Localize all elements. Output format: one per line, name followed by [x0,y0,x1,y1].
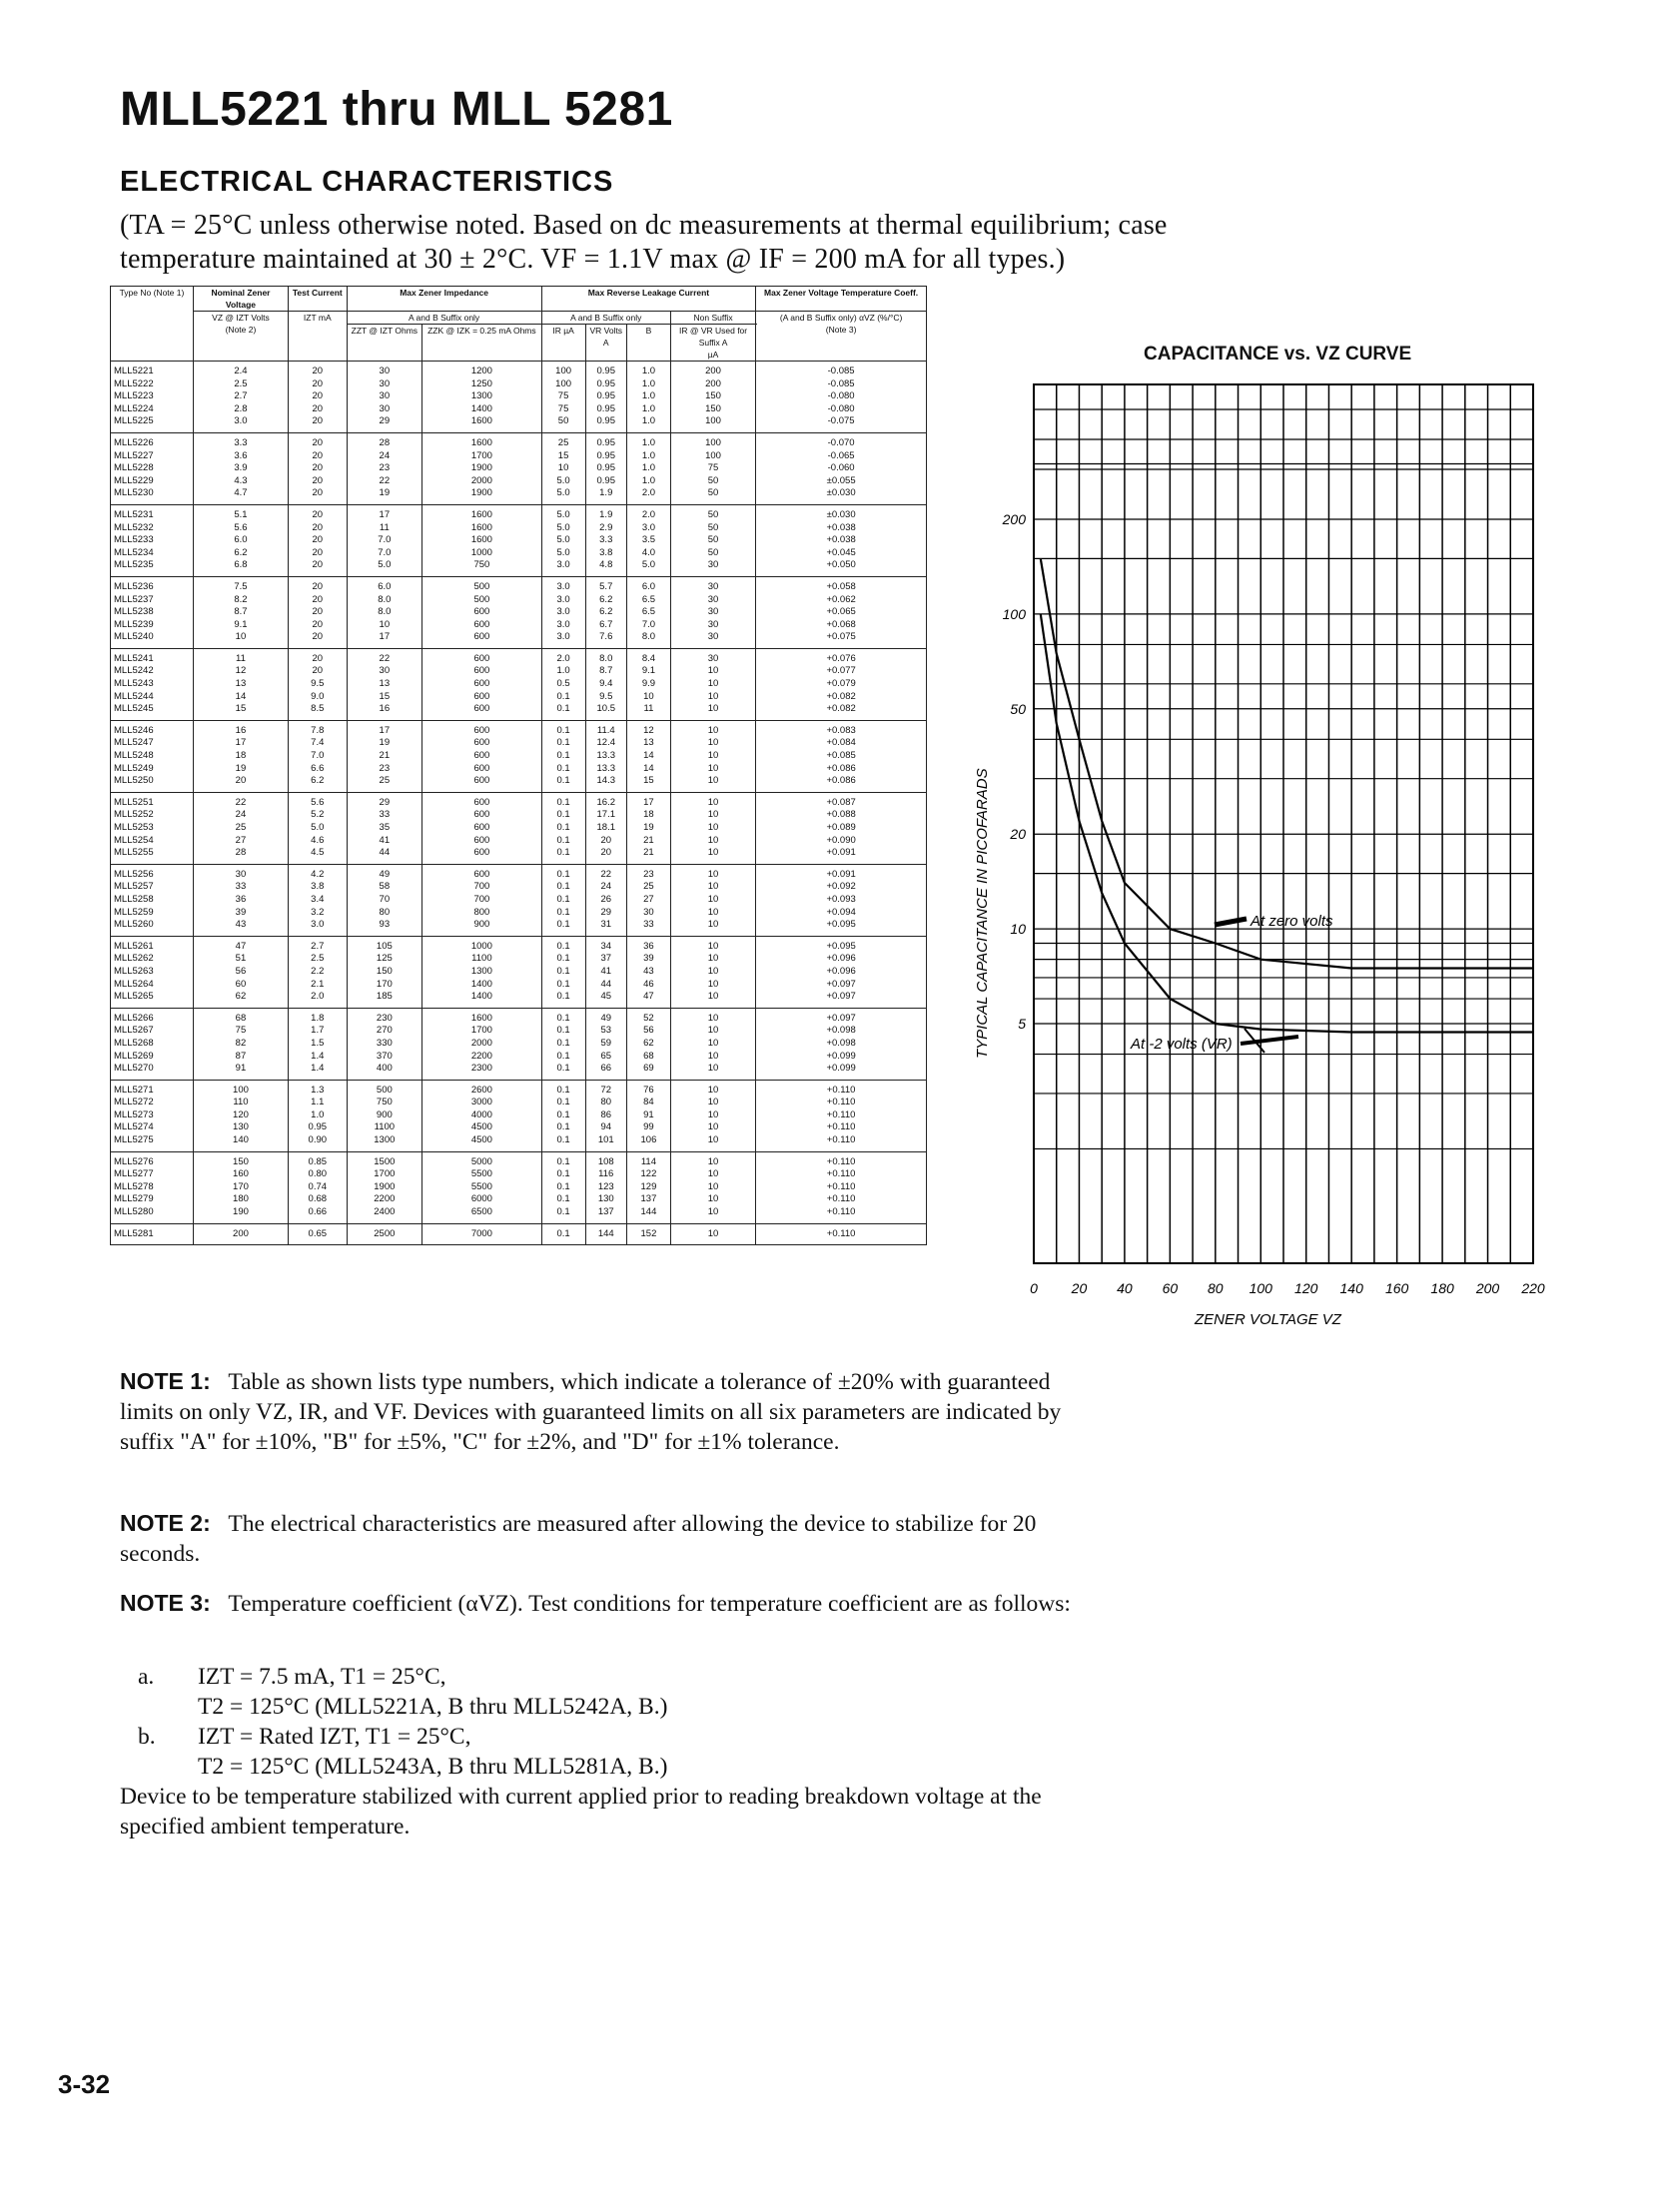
cell-vz: 200 [193,1223,288,1245]
cell-tc: +0.110 +0.110 +0.110 +0.110 +0.110 [756,1151,927,1223]
header-test-current: Test Current [289,287,348,312]
cell-ir: 25 15 10 5.0 5.0 [541,432,585,504]
cell-zzk: 1600 1700 2000 2200 2300 [422,1008,542,1080]
cell-vrb: 152 [626,1223,670,1245]
note-3-a-line2: T2 = 125°C (MLL5221A, B thru MLL5242A, B.) [198,1694,668,1720]
cell-zzk: 2600 3000 4000 4500 4500 [422,1080,542,1151]
cell-ir: 2.0 1.0 0.5 0.1 0.1 [541,648,585,720]
note-3-b-line2: T2 = 125°C (MLL5243A, B thru MLL5281A, B.) [198,1754,668,1780]
cell-tc: +0.097 +0.098 +0.098 +0.099 +0.099 [756,1008,927,1080]
cell-vra: 11.4 12.4 13.3 13.3 14.3 [585,720,626,792]
x-tick-label: 20 [1071,1280,1088,1296]
note-3-tail: Device to be temperature stabilized with current applied prior to reading breakdown voltage at the specified ambient temperature. [120,1784,1042,1840]
capacitance-chart [959,369,1598,1348]
table-row-group [111,648,927,720]
table-row-group [111,1080,927,1151]
note-3: NOTE 3: Temperature coefficient (αVZ). Test conditions for temperature coefficient are as follows: [120,1590,1071,1617]
cell-zzt: 2500 [347,1223,422,1245]
cell-izt: 20 20 9.5 9.0 8.5 [289,648,348,720]
series-line-minus-two-volts [1041,614,1533,1033]
cell-vz: 68 75 82 87 91 [193,1008,288,1080]
note-2: NOTE 2: The electrical characteristics are measured after allowing the device to stabilize for 20 seconds. [120,1510,1037,1567]
cell-izt: 5.6 5.2 5.0 4.6 4.5 [289,792,348,864]
cell-vz: 3.3 3.6 3.9 4.3 4.7 [193,432,288,504]
cell-zzt: 6.0 8.0 8.0 10 17 [347,576,422,648]
cell-irn: 10 10 10 10 10 [670,1008,755,1080]
header-vz: VZ @ IZT Volts (Note 2) [193,312,288,362]
cell-tc: +0.110 +0.110 +0.110 +0.110 +0.110 [756,1080,927,1151]
header-vr-b: B [626,325,670,362]
cell-type: MLL5251 MLL5252 MLL5253 MLL5254 MLL5255 [111,792,194,864]
cell-vra: 49 53 59 65 66 [585,1008,626,1080]
cell-vz: 47 51 56 60 62 [193,936,288,1008]
conditions-line-2: temperature maintained at 30 ± 2°C. VF = 1.1V max @ IF = 200 mA for all types.) [120,244,1066,275]
cell-type: MLL5221 MLL5222 MLL5223 MLL5224 MLL5225 [111,362,194,433]
header-max-tc: Max Zener Voltage Temperature Coeff. [756,287,927,312]
table-row-group [111,1223,927,1245]
cell-vra: 108 116 123 130 137 [585,1151,626,1223]
cell-izt: 1.3 1.1 1.0 0.95 0.90 [289,1080,348,1151]
chart-y-label: TYPICAL CAPACITANCE IN PICOFARADS [974,768,991,1059]
header-zzk: ZZK @ IZK = 0.25 mA Ohms [422,325,542,362]
cell-ir: 0.1 0.1 0.1 0.1 0.1 [541,1151,585,1223]
cell-izt: 2.7 2.5 2.2 2.1 2.0 [289,936,348,1008]
cell-ir: 100 100 75 75 50 [541,362,585,433]
y-tick-label: 200 [1002,511,1026,527]
cell-zzk: 600 700 700 800 900 [422,864,542,936]
cell-tc: +0.110 [756,1223,927,1245]
annotation-minus-two-volts: At -2 volts (VR) [1131,1036,1233,1053]
cell-ir: 0.1 0.1 0.1 0.1 0.1 [541,792,585,864]
x-tick-label: 180 [1430,1280,1454,1296]
header-vr-a: VR Volts A [585,325,626,362]
cell-vrb: 1.0 1.0 1.0 1.0 2.0 [626,432,670,504]
cell-vrb: 17 18 19 21 21 [626,792,670,864]
note-3-b-line1: IZT = Rated IZT, T1 = 25°C, [198,1724,471,1750]
cell-vra: 72 80 86 94 101 [585,1080,626,1151]
cell-vrb: 12 13 14 14 15 [626,720,670,792]
y-tick-label: 20 [1010,826,1026,843]
header-ab-suffix: A and B Suffix only [347,312,541,325]
header-type-no: Type No (Note 1) [111,287,194,362]
cell-zzk: 1600 1600 1600 1000 750 [422,504,542,576]
cell-type: MLL5226 MLL5227 MLL5228 MLL5229 MLL5230 [111,432,194,504]
x-tick-label: 100 [1249,1280,1272,1296]
cell-type: MLL5256 MLL5257 MLL5258 MLL5259 MLL5260 [111,864,194,936]
cell-type: MLL5241 MLL5242 MLL5243 MLL5244 MLL5245 [111,648,194,720]
y-tick-label: 100 [1002,605,1026,622]
note-3-a-label: a. [138,1664,155,1690]
cell-zzt: 105 125 150 170 185 [347,936,422,1008]
table-row-group [111,792,927,864]
cell-tc: -0.070 -0.065 -0.060 ±0.055 ±0.030 [756,432,927,504]
cell-zzt: 500 750 900 1100 1300 [347,1080,422,1151]
cell-izt: 20 20 20 20 20 [289,362,348,433]
cell-vra: 0.95 0.95 0.95 0.95 1.9 [585,432,626,504]
header-max-leakage: Max Reverse Leakage Current [541,287,756,312]
cell-izt: 20 20 20 20 20 [289,576,348,648]
arrow-minus-two-volts [1241,1037,1298,1044]
cell-zzt: 49 58 70 80 93 [347,864,422,936]
cell-vz: 150 160 170 180 190 [193,1151,288,1223]
y-tick-label: 5 [1018,1016,1026,1032]
series-line-zero-volts [1041,558,1533,968]
section-heading: ELECTRICAL CHARACTERISTICS [120,166,614,198]
note-3-a-line1: IZT = 7.5 mA, T1 = 25°C, [198,1664,446,1690]
cell-ir: 5.0 5.0 5.0 5.0 3.0 [541,504,585,576]
cell-zzt: 1500 1700 1900 2200 2400 [347,1151,422,1223]
cell-vrb: 114 122 129 137 144 [626,1151,670,1223]
table-row-group [111,432,927,504]
cell-vrb: 8.4 9.1 9.9 10 11 [626,648,670,720]
cell-izt: 20 20 20 20 20 [289,504,348,576]
cell-irn: 10 10 10 10 10 [670,864,755,936]
x-tick-label: 140 [1339,1280,1363,1296]
cell-tc: +0.091 +0.092 +0.093 +0.094 +0.095 [756,864,927,936]
cell-vz: 7.5 8.2 8.7 9.1 10 [193,576,288,648]
cell-tc: +0.095 +0.096 +0.096 +0.097 +0.097 [756,936,927,1008]
annotation-zero-volts: At zero volts [1251,913,1333,930]
cell-ir: 0.1 0.1 0.1 0.1 0.1 [541,720,585,792]
cell-type: MLL5276 MLL5277 MLL5278 MLL5279 MLL5280 [111,1151,194,1223]
cell-zzt: 230 270 330 370 400 [347,1008,422,1080]
cell-vz: 2.4 2.5 2.7 2.8 3.0 [193,362,288,433]
cell-zzk: 600 600 600 600 600 [422,720,542,792]
header-tc-sub: (A and B Suffix only) αVZ (%/°C) (Note 3) [756,312,927,362]
cell-zzk: 7000 [422,1223,542,1245]
x-tick-label: 40 [1117,1280,1133,1296]
cell-ir: 0.1 0.1 0.1 0.1 0.1 [541,864,585,936]
conditions-line-1: (TA = 25°C unless otherwise noted. Based on dc measurements at thermal equilibrium; case [120,210,1168,241]
cell-type: MLL5266 MLL5267 MLL5268 MLL5269 MLL5270 [111,1008,194,1080]
header-ir-nonsuffix: IR @ VR Used for Suffix A µA [670,325,755,362]
cell-izt: 1.8 1.7 1.5 1.4 1.4 [289,1008,348,1080]
cell-vra: 34 37 41 44 45 [585,936,626,1008]
cell-vra: 5.7 6.2 6.2 6.7 7.6 [585,576,626,648]
x-tick-label: 120 [1294,1280,1318,1296]
x-tick-label: 0 [1030,1280,1038,1296]
page-number: 3-32 [58,2069,111,2099]
cell-tc: +0.076 +0.077 +0.079 +0.082 +0.082 [756,648,927,720]
cell-irn: 50 50 50 50 30 [670,504,755,576]
x-tick-label: 200 [1475,1280,1500,1296]
cell-irn: 10 10 10 10 10 [670,1151,755,1223]
cell-tc: +0.087 +0.088 +0.089 +0.090 +0.091 [756,792,927,864]
cell-zzt: 17 11 7.0 7.0 5.0 [347,504,422,576]
table-row-group [111,864,927,936]
cell-tc: +0.058 +0.062 +0.065 +0.068 +0.075 [756,576,927,648]
cell-type: MLL5261 MLL5262 MLL5263 MLL5264 MLL5265 [111,936,194,1008]
header-non-suffix: Non Suffix [670,312,755,325]
cell-type: MLL5236 MLL5237 MLL5238 MLL5239 MLL5240 [111,576,194,648]
cell-ir: 0.1 0.1 0.1 0.1 0.1 [541,936,585,1008]
electrical-characteristics-table [110,286,927,1245]
cell-vz: 30 33 36 39 43 [193,864,288,936]
table-row-group [111,936,927,1008]
cell-irn: 10 10 10 10 10 [670,792,755,864]
cell-vrb: 76 84 91 99 106 [626,1080,670,1151]
cell-zzt: 28 24 23 22 19 [347,432,422,504]
cell-vrb: 6.0 6.5 6.5 7.0 8.0 [626,576,670,648]
cell-irn: 10 10 10 10 10 [670,1080,755,1151]
cell-type: MLL5271 MLL5272 MLL5273 MLL5274 MLL5275 [111,1080,194,1151]
cell-vra: 1.9 2.9 3.3 3.8 4.8 [585,504,626,576]
cell-ir: 0.1 0.1 0.1 0.1 0.1 [541,1080,585,1151]
cell-izt: 0.65 [289,1223,348,1245]
cell-type: MLL5246 MLL5247 MLL5248 MLL5249 MLL5250 [111,720,194,792]
table-row-group [111,576,927,648]
cell-type: MLL5281 [111,1223,194,1245]
page-title: MLL5221 thru MLL 5281 [120,83,673,136]
header-nominal-zener: Nominal Zener Voltage [193,287,288,312]
cell-zzk: 5000 5500 5500 6000 6500 [422,1151,542,1223]
cell-ir: 3.0 3.0 3.0 3.0 3.0 [541,576,585,648]
cell-zzt: 30 30 30 30 29 [347,362,422,433]
cell-type: MLL5231 MLL5232 MLL5233 MLL5234 MLL5235 [111,504,194,576]
cell-vz: 5.1 5.6 6.0 6.2 6.8 [193,504,288,576]
x-tick-label: 60 [1162,1280,1179,1296]
cell-vrb: 52 56 62 68 69 [626,1008,670,1080]
cell-izt: 0.85 0.80 0.74 0.68 0.66 [289,1151,348,1223]
arrow-zero-volts [1215,919,1247,925]
header-izt: IZT mA [289,312,348,362]
cell-ir: 0.1 [541,1223,585,1245]
cell-zzt: 22 30 13 15 16 [347,648,422,720]
cell-vrb: 23 25 27 30 33 [626,864,670,936]
cell-vrb: 36 39 43 46 47 [626,936,670,1008]
table-row-group [111,720,927,792]
cell-zzk: 1600 1700 1900 2000 1900 [422,432,542,504]
y-tick-label: 10 [1010,921,1026,938]
table-row-group [111,504,927,576]
cell-tc: +0.083 +0.084 +0.085 +0.086 +0.086 [756,720,927,792]
table-row-group [111,1151,927,1223]
cell-irn: 30 30 30 30 30 [670,576,755,648]
cell-vrb: 1.0 1.0 1.0 1.0 1.0 [626,362,670,433]
cell-zzk: 600 600 600 600 600 [422,792,542,864]
cell-izt: 4.2 3.8 3.4 3.2 3.0 [289,864,348,936]
x-tick-label: 220 [1521,1280,1545,1296]
header-ir: IR µA [541,325,585,362]
cell-vz: 11 12 13 14 15 [193,648,288,720]
cell-vz: 22 24 25 27 28 [193,792,288,864]
cell-zzt: 17 19 21 23 25 [347,720,422,792]
cell-vra: 8.0 8.7 9.4 9.5 10.5 [585,648,626,720]
x-tick-label: 80 [1208,1280,1224,1296]
cell-vz: 16 17 18 19 20 [193,720,288,792]
cell-zzk: 1000 1100 1300 1400 1400 [422,936,542,1008]
cell-irn: 100 100 75 50 50 [670,432,755,504]
table-row-group [111,1008,927,1080]
cell-irn: 200 200 150 150 100 [670,362,755,433]
note-1: NOTE 1: Table as shown lists type numbers, which indicate a tolerance of ±20% with guaranteed limits on only VZ, IR, and VF. Devices with guaranteed limits on all six parameters are indicated by suffix "A" for ±10%, "B" for ±5%, "C" for ±2%, and "D" for ±1% tolerance. [120,1368,1062,1455]
x-tick-label: 160 [1384,1280,1409,1296]
cell-irn: 10 10 10 10 10 [670,936,755,1008]
cell-zzk: 1200 1250 1300 1400 1600 [422,362,542,433]
cell-vrb: 2.0 3.0 3.5 4.0 5.0 [626,504,670,576]
cell-irn: 10 10 10 10 10 [670,720,755,792]
chart-x-label: ZENER VOLTAGE VZ [1195,1311,1341,1328]
cell-irn: 10 [670,1223,755,1245]
cell-izt: 20 20 20 20 20 [289,432,348,504]
cell-vz: 100 110 120 130 140 [193,1080,288,1151]
y-tick-label: 50 [1010,700,1026,717]
header-zzt: ZZT @ IZT Ohms [347,325,422,362]
cell-tc: ±0.030 +0.038 +0.038 +0.045 +0.050 [756,504,927,576]
cell-ir: 0.1 0.1 0.1 0.1 0.1 [541,1008,585,1080]
cell-vra: 144 [585,1223,626,1245]
cell-zzt: 29 33 35 41 44 [347,792,422,864]
cell-tc: -0.085 -0.085 -0.080 -0.080 -0.075 [756,362,927,433]
cell-vra: 16.2 17.1 18.1 20 20 [585,792,626,864]
note-3-b-label: b. [138,1724,156,1750]
header-max-impedance: Max Zener Impedance [347,287,541,312]
cell-vra: 22 24 26 29 31 [585,864,626,936]
cell-vra: 0.95 0.95 0.95 0.95 0.95 [585,362,626,433]
header-ab-suffix-2: A and B Suffix only [541,312,670,325]
cell-zzk: 600 600 600 600 600 [422,648,542,720]
cell-irn: 30 10 10 10 10 [670,648,755,720]
chart-title: CAPACITANCE vs. VZ CURVE [1144,344,1412,365]
cell-izt: 7.8 7.4 7.0 6.6 6.2 [289,720,348,792]
table-row-group [111,362,927,433]
cell-zzk: 500 500 600 600 600 [422,576,542,648]
